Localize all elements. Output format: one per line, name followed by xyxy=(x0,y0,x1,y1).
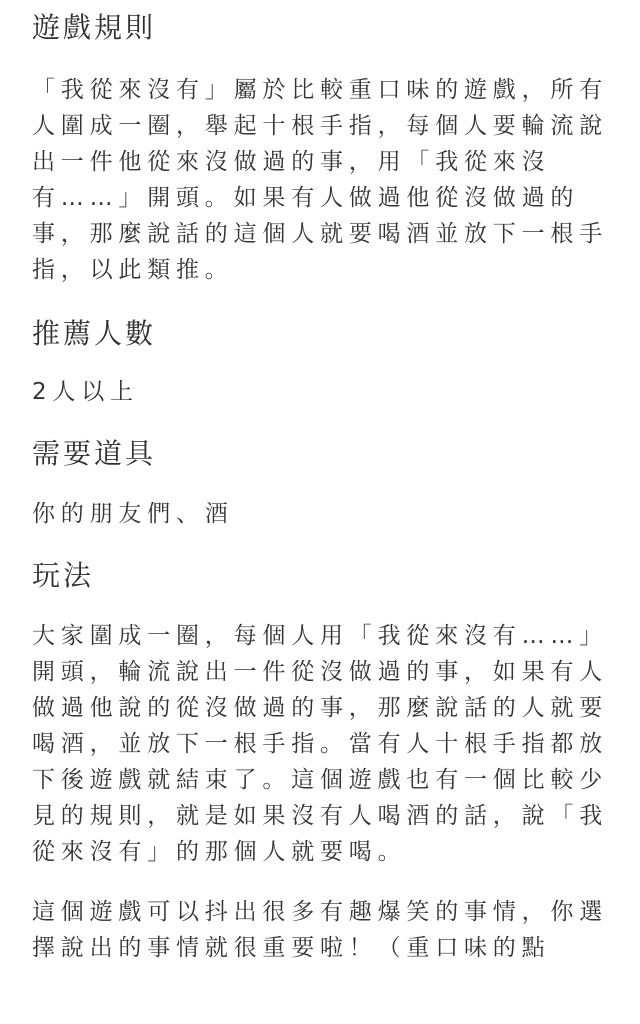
section-how-to-play xyxy=(32,556,608,966)
players-heading: 推薦人數 xyxy=(32,317,157,350)
article-content xyxy=(32,8,608,966)
howto-heading: 玩法 xyxy=(32,559,95,592)
players-paragraph: 2人以上 xyxy=(32,379,139,405)
props-paragraph: 你的朋友們、酒 xyxy=(32,501,234,527)
section-recommended-players xyxy=(32,314,608,410)
props-heading: 需要道具 xyxy=(32,437,157,470)
howto-extra-paragraph: 這個遊戲可以抖出很多有趣爆笑的事情，你選擇說出的事情就很重要啦！（重口味的點 xyxy=(32,899,608,961)
howto-paragraph: 大家圍成一圈，每個人用「我從來沒有……」開頭，輪流說出一件從沒做過的事，如果有人做過他說的從沒做過的事，那麼說話的人就要喝酒，並放下一根手指。當有人十根手指都放下後遊戲就結束了。這個遊戲也有一個比較少見的規則，就是如果沒有人喝酒的話，說「我從來沒有」的那個人就要喝。 xyxy=(32,623,608,865)
rules-paragraph: 「我從來沒有」屬於比較重口味的遊戲，所有人圍成一圈，舉起十根手指，每個人要輪流說出一件他從來沒做過的事，用「我從來沒有……」開頭。如果有人做過他從沒做過的事，那麼說話的這個人就要喝酒並放下一根手指，以此類推。 xyxy=(32,77,608,283)
rules-heading: 遊戲規則 xyxy=(32,11,157,44)
section-game-rules xyxy=(32,8,608,288)
section-required-props xyxy=(32,434,608,532)
